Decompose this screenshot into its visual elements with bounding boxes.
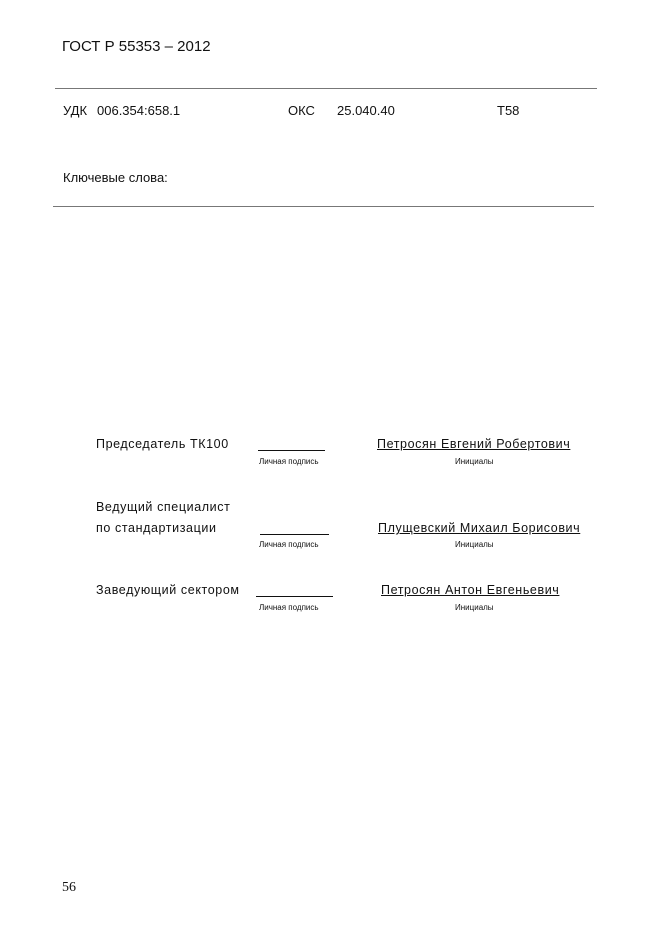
signature-caption: Личная подпись bbox=[259, 603, 319, 612]
udk-value: 006.354:658.1 bbox=[97, 103, 181, 118]
page-number: 56 bbox=[62, 880, 76, 895]
udk-label: УДК bbox=[63, 103, 88, 118]
signer-role-line2: по стандартизации bbox=[96, 521, 217, 535]
signer-name: Петросян Антон Евгеньевич bbox=[381, 583, 560, 597]
signature-caption: Личная подпись bbox=[259, 457, 319, 466]
signer-role: Председатель ТК100 bbox=[96, 437, 229, 451]
oks-value: 25.040.40 bbox=[337, 103, 395, 118]
signature-line bbox=[260, 534, 329, 535]
group-code: T58 bbox=[497, 103, 520, 118]
name-caption: Инициалы bbox=[455, 457, 494, 466]
signer-name: Петросян Евгений Робертович bbox=[377, 437, 571, 451]
signature-line bbox=[256, 596, 333, 597]
signer-name: Плущевский Михаил Борисович bbox=[378, 521, 581, 535]
document-title: ГОСТ Р 55353 – 2012 bbox=[62, 38, 211, 55]
signer-role: Ведущий специалист bbox=[96, 500, 231, 514]
signature-caption: Личная подпись bbox=[259, 540, 319, 549]
signer-role: Заведующий сектором bbox=[96, 583, 240, 597]
name-caption: Инициалы bbox=[455, 540, 494, 549]
name-caption: Инициалы bbox=[455, 603, 494, 612]
keywords-label: Ключевые слова: bbox=[63, 170, 168, 185]
oks-label: ОКС bbox=[288, 103, 315, 118]
divider bbox=[55, 88, 597, 89]
signature-line bbox=[258, 450, 325, 451]
divider bbox=[53, 206, 594, 207]
